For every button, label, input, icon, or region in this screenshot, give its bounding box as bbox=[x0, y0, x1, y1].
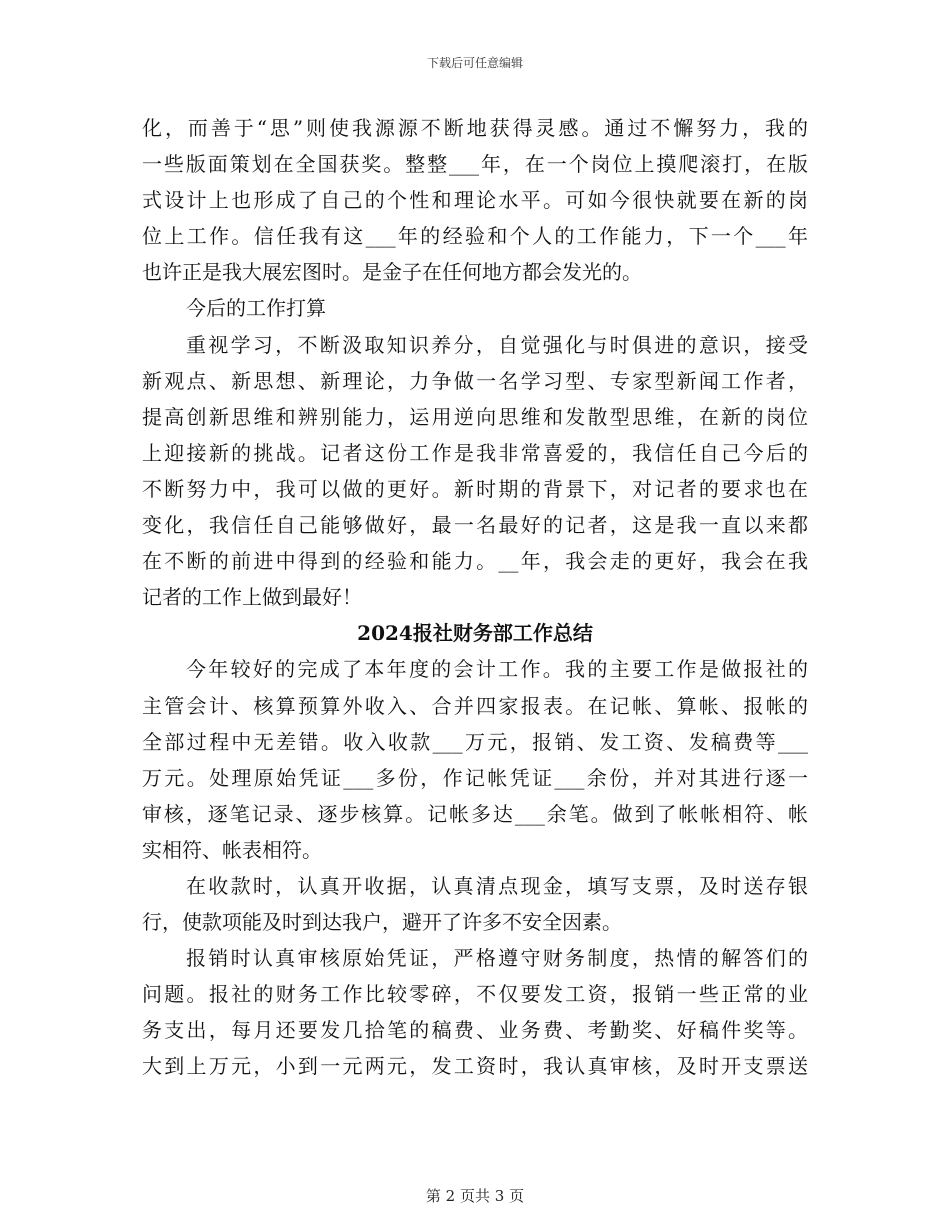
page-number: 第 2 页共 3 页 bbox=[425, 1187, 525, 1205]
text-line: 全部过程中无差错。收入收款___万元，报销、发工资、发稿费等___ bbox=[142, 729, 808, 754]
text-line: 新观点、新思想、新理论，力争做一名学习型、专家型新闻工作者， bbox=[142, 368, 808, 393]
paragraph-start: 重视学习，不断汲取知识养分，自觉强化与时俱进的意识，接受 bbox=[186, 332, 808, 357]
text-line: 不断努力中，我可以做的更好。新时期的背景下，对记者的要求也在 bbox=[142, 476, 808, 501]
text-line: 提高创新思维和辨别能力，运用逆向思维和发散型思维，在新的岗位 bbox=[142, 404, 808, 429]
paragraph-start: 今年较好的完成了本年度的会计工作。我的主要工作是做报社的 bbox=[186, 657, 808, 682]
text-line: 问题。报社的财务工作比较零碎，不仅要发工资，报销一些正常的业 bbox=[142, 982, 808, 1007]
text-line: 主管会计、核算预算外收入、合并四家报表。在记帐、算帐、报帐的 bbox=[142, 693, 808, 718]
paragraph-start: 报销时认真审核原始凭证，严格遵守财务制度，热情的解答们的 bbox=[186, 946, 808, 971]
text-line: 变化，我信任自己能够做好，最一名最好的记者，这是我一直以来都 bbox=[142, 513, 808, 538]
text-line: 万元。处理原始凭证___多份，作记帐凭证___余份，并对其进行逐一 bbox=[142, 765, 808, 790]
text-line: 实相符、帐表相符。 bbox=[142, 837, 322, 862]
text-line: 位上工作。信任我有这___年的经验和个人的工作能力，下一个___年 bbox=[142, 224, 808, 249]
text-line: 化，而善于“思”则使我源源不断地获得灵感。通过不懈努力，我的 bbox=[142, 116, 808, 140]
text-line: 式设计上也形成了自己的个性和理论水平。可如今很快就要在新的岗 bbox=[142, 188, 808, 213]
text-line: 行，使款项能及时到达我户，避开了许多不安全因素。 bbox=[142, 910, 622, 935]
document-title: 2024报社财务部工作总结 bbox=[357, 621, 593, 646]
section-heading: 今后的工作打算 bbox=[186, 296, 326, 321]
document-body bbox=[142, 110, 808, 1085]
text-line: 务支出，每月还要发几拾笔的稿费、业务费、考勤奖、好稿件奖等。 bbox=[142, 1018, 808, 1043]
text-line: 一些版面策划在全国获奖。整整___年，在一个岗位上摸爬滚打，在版 bbox=[142, 152, 808, 177]
text-line: 在不断的前进中得到的经验和能力。__年，我会走的更好，我会在我 bbox=[142, 549, 808, 574]
text-line: 也许正是我大展宏图时。是金子在任何地方都会发光的。 bbox=[142, 260, 642, 285]
text-line: 上迎接新的挑战。记者这份工作是我非常喜爱的，我信任自己今后的 bbox=[142, 440, 808, 465]
text-line: 大到上万元，小到一元两元，发工资时，我认真审核，及时开支票送 bbox=[142, 1054, 808, 1079]
paragraph-start: 在收款时，认真开收据，认真清点现金，填写支票，及时送存银 bbox=[186, 873, 808, 898]
page-header: 下载后可任意编辑 bbox=[426, 56, 523, 70]
text-line: 审核，逐笔记录、逐步核算。记帐多达___余笔。做到了帐帐相符、帐 bbox=[142, 801, 808, 826]
text-line: 记者的工作上做到最好！ bbox=[142, 585, 362, 610]
